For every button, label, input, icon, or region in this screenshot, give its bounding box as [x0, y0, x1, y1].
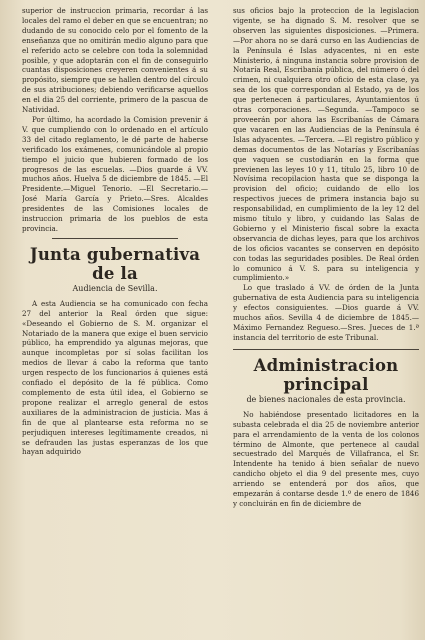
intro-paragraph: superior de instruccion primaria, recordar á las locales del ramo el deber en que se encuentran; no dudando de su conocido celo por el fomento de la enseñanza que no omitirán medio alguno para que el referido acto se celebre con toda la solemnidad posible, y que adoptarán con el fin de conseguirlo cuantas disposiciones creyeren convenientes á su propósito, siempre que se hallen dentro del círculo de sus atribuciones; debiendo verificarse aquellos en el dia 25 del corriente, primero de la pascua de Natividad.	[22, 6, 208, 115]
section-heading-administracion: Administracion principal	[253, 355, 399, 394]
section-divider	[233, 349, 419, 350]
right-column	[233, 6, 419, 636]
continued-paragraph: sus oficios bajo la proteccion de la legislacion vigente, se ha dignado S. M. resolver que se observen las siguientes disposiciones. —Primera. —Por ahora no se dará curso en las Audiencias de la Península é Islas adyacentes, ni en este Ministerio, á ninguna instancia sobre provision de Notaría Real, Escribanía pública, del número ó del crimen, ni cualquiera otro oficio de esta clase, ya sea de los que correspondan al Estado, ya de los que pertenecen á particulares, Ayuntamientos ú otras corporaciones. —Segunda. —Tampoco se proveerán por ahora las Escribanías de Cámara que vacaren en las Audiencias de la Península é Islas adyacentes. —Tercera. —El registro público y demas documentos de las Notarías y Escribanías que vaquen se custodiarán en la forma que previenen las leyes 10 y 11, título 25, libro 10 de Novísima recopilacion hasta que se disponga la provision del oficio; cuidando de ello los respectivos jueces de primera instancia bajo su responsabilidad, en cumplimiento de la ley 12 del mismo título y libro, y cuidando las Salas de Gobierno y el Ministerio fiscal sobre la exacta observancia de dichas leyes, para que los archivos de los oficios vacantes se conserven en depósito con todas las seguridades posibles. De Real órden lo comunico á V. S. para su inteligencia y cumplimiento.»	[233, 6, 419, 283]
section-subheading-bienes: de bienes nacionales de esta provincia.	[246, 394, 406, 404]
section-divider	[52, 238, 178, 239]
decree-paragraph: Por último, ha acordado la Comision prevenir á V. que cumpliendo con lo ordenado en el artículo 33 del citado reglamento, le dé parte de haberse verificado los exámenes, comunicándole al propio tiempo el juicio que hubieren formado de los progresos de las escuelas. —Dios guarde á VV. muchos años. Huelva 5 de diciembre de 1845. —El Presidente.—Miguel Tenorio. —El Secretario.—José María García y Prieto.—Sres. Alcaldes presidentes de las Comisiones locales de instruccion primaria de los pueblos de esta provincia.	[22, 114, 208, 233]
section-heading-junta: Junta gubernativa de la	[29, 244, 201, 283]
section-subheading-audiencia: Audiencia de Sevilla.	[72, 283, 158, 293]
left-column	[22, 6, 208, 636]
junta-body-paragraph: A esta Audiencia se ha comunicado con fecha 27 del anterior la Real órden que sigue: «Deseando el Gobierno de S. M. organizar el Notariado de la manera que exige el buen servicio público, ha emprendido ya algunas mejoras, que aunque incompletas por sí solas facilitan los medios de llevar á cabo la reforma que tanto urgen respecto de los funcionarios á quienes está confiado el depósito de la fé pública. Como complemento de esta útil idea, el Gobierno se propone realizar el arreglo general de estos auxiliares de la administracion de justicia. Mas á fin de que al plantearse esta reforma no se perjudiquen intereses legítimamente creados, ni se defrauden las justas esperanzas de los que hayan adquirido	[22, 298, 208, 457]
administracion-body-paragraph: No habiéndose presentado licitadores en la subasta celebrada el dia 25 de noviembre anterior para el arrendamiento de la venta de los colonos término de Almonte, que pertenece al caudal secuestrado del Marqués de Villafranca, el Sr. Intendente ha tenido á bien señalar de nuevo candicho objeto el dia 9 del presente mes, cuyo arriendo se entenderá por dos años, que empezarán á contarse desde 1.º de enero de 1846 y concluirán en fin de diciembre de	[233, 409, 419, 508]
closing-paragraph: Lo que traslado á VV. de órden de la Junta gubernativa de esta Audiencia para su inteligencia y efectos consiguientes. —Dios guarde á VV. muchos años. Sevilla 4 de diciembre de 1845.—Máximo Fernandez Regueso.—Sres. Jueces de 1.ª instancia del territorio de este Tribunal.	[233, 283, 419, 342]
